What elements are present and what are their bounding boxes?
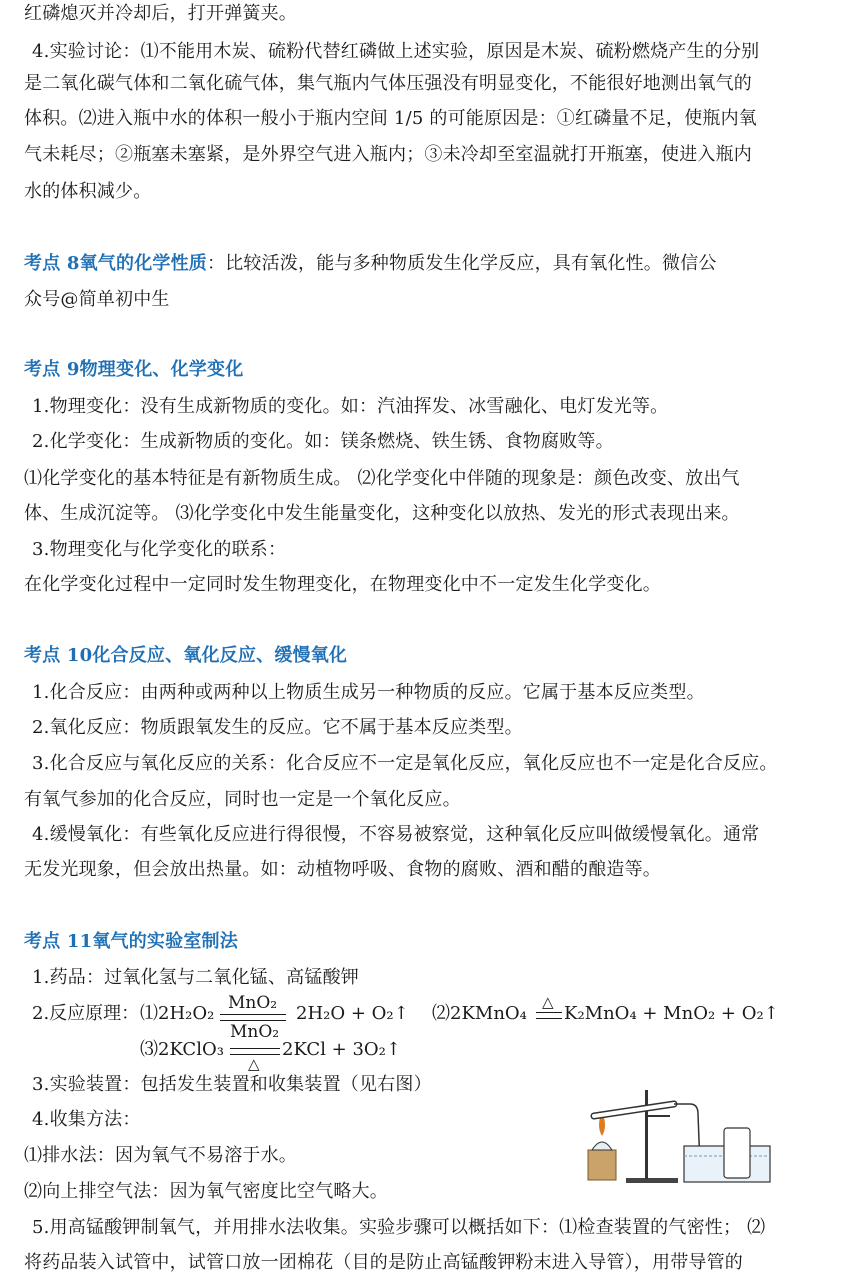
text-line: 1.物理变化：没有生成新物质的变化。如：汽油挥发、冰雪融化、电灯发光等。 bbox=[32, 396, 669, 417]
text-line: 3.物理变化与化学变化的联系： bbox=[32, 539, 287, 560]
section-8-heading bbox=[24, 252, 824, 276]
text-line: ⑴排水法：因为氧气不易溶于水。 bbox=[24, 1145, 297, 1166]
text-line: 众号@简单初中生 bbox=[24, 289, 170, 310]
equation-3-catalyst: MnO₂ bbox=[230, 1022, 280, 1042]
section-9-heading bbox=[24, 358, 824, 382]
section-number: 考点 10 bbox=[24, 645, 93, 666]
heat-symbol-icon: △ bbox=[542, 993, 554, 1011]
text-line: 将药品装入试管中，试管口放一团棉花（目的是防止高锰酸钾粉末进入导管），用带导管的 bbox=[24, 1252, 743, 1273]
text-line: ⑵向上排空气法：因为氧气密度比空气略大。 bbox=[24, 1181, 388, 1202]
text-line: 红磷熄灭并冷却后，打开弹簧夹。 bbox=[24, 3, 297, 24]
text-line: 2.化学变化：生成新物质的变化。如：镁条燃烧、铁生锈、食物腐败等。 bbox=[32, 431, 614, 452]
text-line: 是二氧化碳气体和二氧化硫气体，集气瓶内气体压强没有明显变化，不能很好地测出氧气的 bbox=[24, 73, 752, 94]
text-line: 体、生成沉淀等。 ⑶化学变化中发生能量变化，这种变化以放热、发光的形式表现出来。 bbox=[24, 503, 740, 524]
equation-2-equals-sign bbox=[536, 1012, 562, 1019]
heat-symbol-icon: △ bbox=[248, 1055, 260, 1073]
text-line: 3.化合反应与氧化反应的关系：化合反应不一定是氧化反应，氧化反应也不一定是化合反应。 bbox=[32, 753, 778, 774]
text-line: 1.药品：过氧化氢与二氧化锰、高锰酸钾 bbox=[32, 967, 359, 988]
text-line: 体积。⑵进入瓶中水的体积一般小于瓶内空间 1/5 的可能原因是：①红磷量不足，使瓶内氧 bbox=[24, 108, 758, 129]
stand-base-icon bbox=[626, 1178, 678, 1183]
text-line: 1.化合反应：由两种或两种以上物质生成另一种物质的反应。它属于基本反应类型。 bbox=[32, 682, 705, 703]
stand-rod-icon bbox=[645, 1090, 648, 1179]
section-number: 考点 11 bbox=[24, 931, 93, 952]
section-title: 化合反应、氧化反应、缓慢氧化 bbox=[92, 645, 348, 666]
text-line: 气未耗尽；②瓶塞未塞紧，是外界空气进入瓶内；③未冷却至室温就打开瓶塞，使进入瓶内 bbox=[24, 144, 752, 165]
oxygen-preparation-apparatus-figure bbox=[578, 1086, 773, 1186]
section-title: 物理变化、化学变化 bbox=[79, 359, 244, 380]
text-line: 无发光现象，但会放出热量。如：动植物呼吸、食物的腐败、酒和醋的酿造等。 bbox=[24, 859, 661, 880]
principle-label: 2.反应原理： bbox=[32, 1003, 140, 1024]
text-line: 4.收集方法： bbox=[32, 1109, 141, 1130]
text-line: 5.用高锰酸钾制氧气，并用排水法收集。实验步骤可以概括如下：⑴检查装置的气密性； ⑵ bbox=[32, 1217, 766, 1238]
equation-3-equals-sign bbox=[230, 1048, 280, 1055]
equation-2-reactants: ⑵2KMnO₄ bbox=[432, 1003, 527, 1024]
section-number: 考点 9 bbox=[24, 359, 80, 380]
text-line: 3.实验装置：包括发生装置和收集装置（见右图） bbox=[32, 1074, 432, 1095]
equation-3-products: 2KCl + 3O₂↑ bbox=[282, 1039, 401, 1060]
equation-1-reactants: ⑴2H₂O₂ bbox=[140, 1003, 215, 1024]
equation-2-products: K₂MnO₄ + MnO₂ + O₂↑ bbox=[564, 1003, 779, 1024]
section-10-heading bbox=[24, 644, 824, 668]
equation-3-reactants: ⑶2KClO₃ bbox=[140, 1039, 224, 1060]
alcohol-lamp-icon bbox=[592, 1142, 612, 1150]
equation-1-equals-sign bbox=[220, 1014, 286, 1021]
gas-bottle-icon bbox=[724, 1128, 750, 1178]
text-line: 水的体积减少。 bbox=[24, 181, 152, 202]
equation-1-products: 2H₂O + O₂↑ bbox=[296, 1003, 409, 1024]
equation-1-catalyst: MnO₂ bbox=[228, 993, 278, 1013]
text-line: 4.缓慢氧化：有些氧化反应进行得很慢，不容易被察觉，这种氧化反应叫做缓慢氧化。通常 bbox=[32, 824, 760, 845]
text-line: 有氧气参加的化合反应，同时也一定是一个氧化反应。 bbox=[24, 789, 461, 810]
text-line: 2.氧化反应：物质跟氧发生的反应。它不属于基本反应类型。 bbox=[32, 717, 523, 738]
section-number: 考点 8 bbox=[24, 253, 80, 274]
text-line: 在化学变化过程中一定同时发生物理变化，在物理变化中不一定发生化学变化。 bbox=[24, 574, 661, 595]
section-11-heading bbox=[24, 930, 824, 954]
text-line: 4.实验讨论：⑴不能用木炭、硫粉代替红磷做上述实验，原因是木炭、硫粉燃烧产生的分别 bbox=[32, 41, 760, 62]
section-title: 氧气的实验室制法 bbox=[92, 931, 238, 952]
text-line: ⑴化学变化的基本特征是有新物质生成。 ⑵化学变化中伴随的现象是：颜色改变、放出气 bbox=[24, 468, 740, 489]
section-title: 氧气的化学性质 bbox=[79, 253, 207, 274]
wood-block-icon bbox=[588, 1150, 616, 1180]
section-intro: ：比较活泼，能与多种物质发生化学反应，具有氧化性。微信公 bbox=[207, 253, 717, 274]
